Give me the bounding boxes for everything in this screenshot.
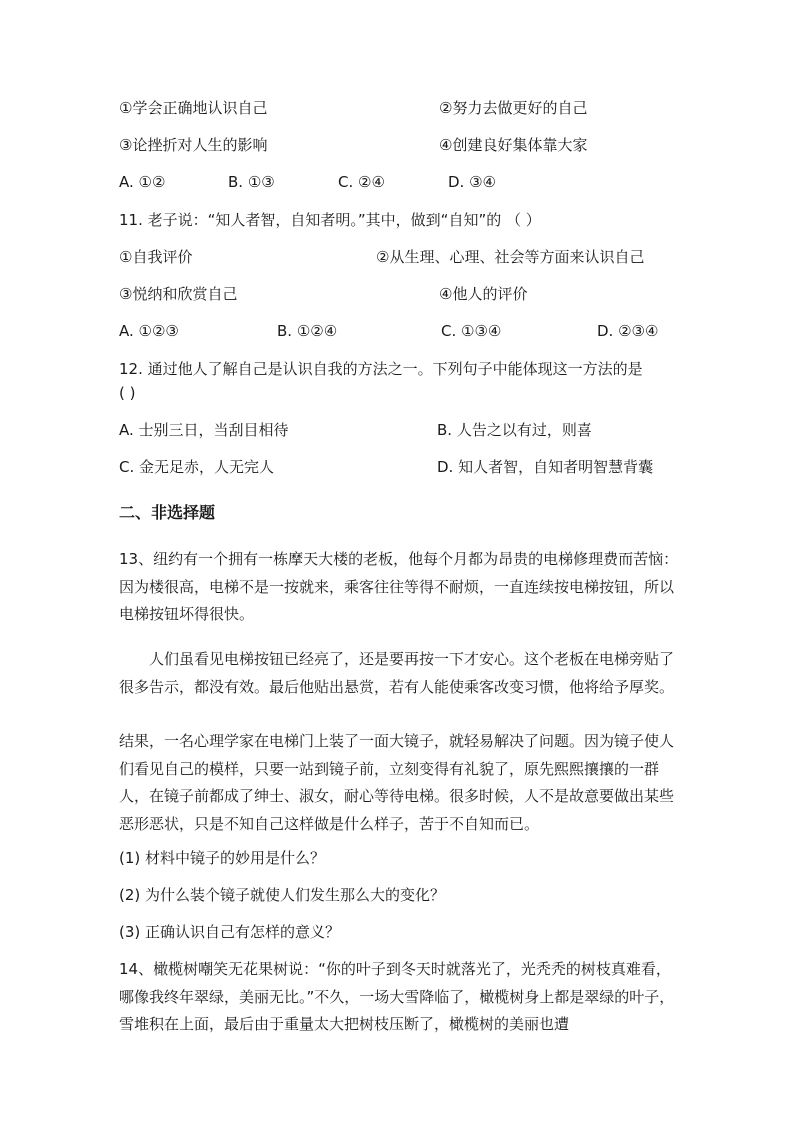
q11-choice-a: A. ①②③ bbox=[119, 322, 179, 340]
q12-choice-d: D. 知人者智，自知者明智慧背囊 bbox=[437, 458, 654, 476]
q10-choice-c: C. ②④ bbox=[338, 173, 385, 191]
q10-option-4: ④创建良好集体靠大家 bbox=[439, 136, 588, 154]
q10-choice-a: A. ①② bbox=[119, 173, 166, 191]
q13-paragraph-2-text: 人们虽看见电梯按钮已经亮了，还是要再按一下才安心。这个老板在电梯旁贴了很多告示，都没有效。最后他贴出悬赏，若有人能使乘客改变习惯，他将给予厚奖。 bbox=[119, 650, 675, 696]
q11-option-4: ④他人的评价 bbox=[439, 285, 528, 303]
q10-choice-b: B. ①③ bbox=[228, 173, 275, 191]
q11-stem: 11. 老子说：“知人者智，自知者明。”其中，做到“自知”的 （ ） bbox=[119, 211, 541, 229]
q13-question-3: (3) 正确认识自己有怎样的意义？ bbox=[119, 923, 341, 941]
q12-choice-c: C. 金无足赤，人无完人 bbox=[119, 458, 275, 476]
q13-paragraph-2 bbox=[119, 646, 679, 701]
q12-choice-a: A. 士别三日，当刮目相待 bbox=[119, 421, 289, 439]
q13-paragraph-3-text: 结果，一名心理学家在电梯门上装了一面大镜子，就轻易解决了问题。因为镜子使人们看见自己的模样，只要一站到镜子前，立刻变得有礼貌了，原先熙熙攘攘的一群人，在镜子前都成了绅士、淑女，耐心等待电梯。很多时候，人不是故意要做出某些恶形恶状，只是不知自己这样做是什么样子，苦于不自知而已。 bbox=[119, 732, 675, 833]
q13-question-1: (1) 材料中镜子的妙用是什么？ bbox=[119, 849, 326, 867]
q12-stem-line1: 12. 通过他人了解自己是认识自我的方法之一。下列句子中能体现这一方法的是 bbox=[119, 360, 643, 378]
q11-choice-b: B. ①②④ bbox=[277, 322, 338, 340]
q12-stem-line2: ( ) bbox=[119, 384, 136, 402]
q11-option-1: ①自我评价 bbox=[119, 248, 193, 266]
q12-choice-b: B. 人告之以有过，则喜 bbox=[437, 421, 592, 439]
q14-paragraph-1-text: 14、橄榄树嘲笑无花果树说：“你的叶子到冬天时就落光了，光秃秃的树枝真难看，哪像我终年翠绿，美丽无比。”不久，一场大雪降临了，橄榄树身上都是翠绿的叶子，雪堆积在上面，最后由于重量太大把树枝压断了，橄榄树的美丽也遭 bbox=[119, 960, 675, 1033]
q13-paragraph-1 bbox=[119, 546, 679, 629]
q11-choice-d: D. ②③④ bbox=[597, 322, 659, 340]
q13-paragraph-1-text: 13、纽约有一个拥有一栋摩天大楼的老板，他每个月都为昂贵的电梯修理费而苦恼：因为楼很高，电梯不是一按就来，乘客往往等得不耐烦，一直连续按电梯按钮，所以电梯按钮坏得很快。 bbox=[119, 550, 679, 623]
q11-option-2: ②从生理、心理、社会等方面来认识自己 bbox=[376, 248, 645, 266]
q11-choice-c: C. ①③④ bbox=[441, 322, 502, 340]
section-heading: 二、非选择题 bbox=[119, 503, 216, 522]
q10-option-1: ①学会正确地认识自己 bbox=[119, 99, 268, 117]
q10-choice-d: D. ③④ bbox=[448, 173, 496, 191]
q10-option-2: ②努力去做更好的自己 bbox=[439, 99, 588, 117]
q11-option-3: ③悦纳和欣赏自己 bbox=[119, 285, 238, 303]
q10-option-3: ③论挫折对人生的影响 bbox=[119, 136, 268, 154]
q13-question-2: (2) 为什么装个镜子就使人们发生那么大的变化？ bbox=[119, 886, 446, 904]
q14-paragraph-1 bbox=[119, 956, 679, 1039]
q13-paragraph-3 bbox=[119, 728, 679, 838]
